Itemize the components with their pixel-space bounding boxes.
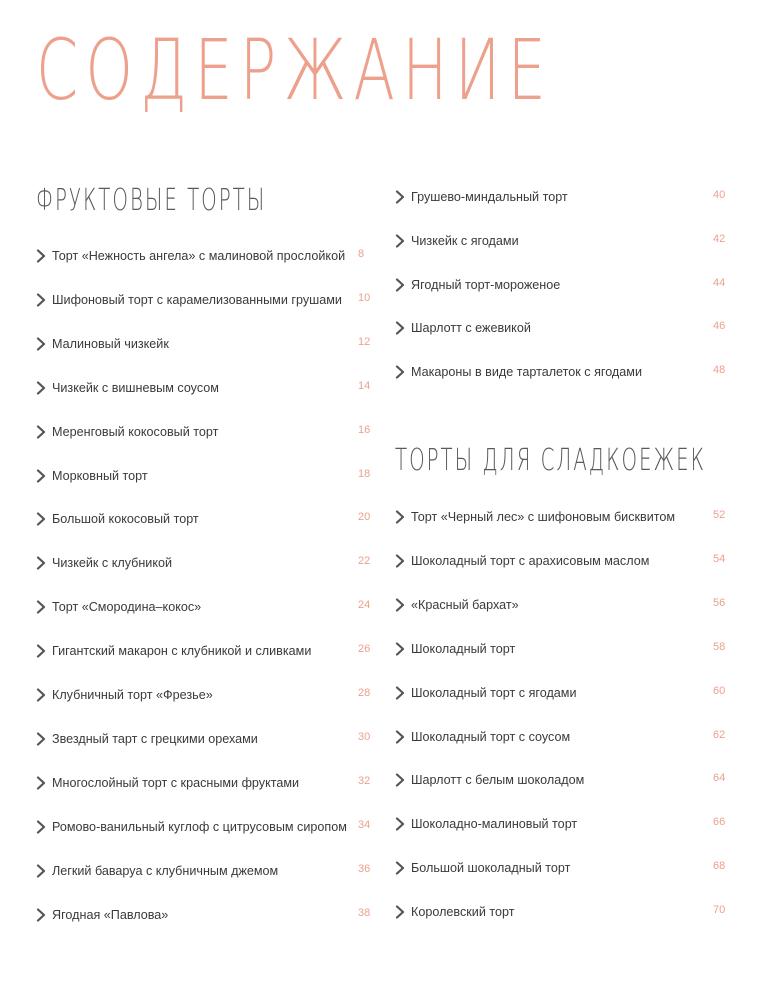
- chevron-right-icon: [36, 644, 46, 658]
- toc-entry-page-number: 60: [713, 684, 726, 697]
- toc-entry-page-number: 52: [713, 509, 726, 521]
- toc-entry-title: Шоколадный торт с соусом: [411, 729, 571, 744]
- toc-entry-title: «Красный бархат»: [411, 597, 519, 612]
- toc-entry-title: Морковный торт: [52, 468, 148, 483]
- toc-entry-title: Легкий баваруа с клубничным джемом: [52, 863, 279, 878]
- chevron-right-icon: [36, 908, 46, 922]
- toc-entry-title: Ягодная «Павлова»: [52, 907, 169, 922]
- toc-entry-title: Ягодный торт-мороженое: [411, 277, 561, 292]
- toc-entry[interactable]: [36, 334, 371, 354]
- section-title-sweet-tooth: ТОРТЫ ДЛЯ СЛАДКОЕЖЕК: [395, 443, 706, 478]
- toc-entry-page-number: 62: [713, 728, 726, 741]
- toc-entry-page-number: 10: [358, 291, 371, 304]
- toc-entry-page-number: 14: [358, 379, 371, 392]
- toc-entry-page-number: 38: [358, 906, 371, 919]
- toc-entry-title: Малиновый чизкейк: [52, 336, 169, 351]
- toc-entry-page-number: 24: [358, 599, 371, 612]
- toc-entry[interactable]: [395, 683, 726, 703]
- toc-entry[interactable]: [36, 290, 371, 310]
- toc-entry[interactable]: [36, 597, 371, 617]
- toc-entry-page-number: 68: [713, 860, 726, 873]
- toc-entry-page-number: 36: [358, 862, 371, 875]
- toc-entry-title: Шоколадно-малиновый торт: [411, 817, 578, 832]
- toc-entry[interactable]: [395, 362, 726, 382]
- toc-entry[interactable]: [36, 773, 371, 793]
- toc-entry[interactable]: [395, 275, 726, 295]
- toc-entry-title: Многослойный торт с красными фруктами: [52, 775, 300, 790]
- toc-entry-page-number: 34: [358, 818, 371, 831]
- toc-entry[interactable]: [36, 378, 371, 398]
- chevron-right-icon: [36, 512, 46, 526]
- chevron-right-icon: [36, 425, 46, 439]
- toc-entry[interactable]: [395, 902, 726, 922]
- toc-entry[interactable]: [36, 729, 371, 749]
- chevron-right-icon: [36, 556, 46, 570]
- chevron-right-icon: [395, 773, 405, 787]
- toc-entry-title: Королевский торт: [411, 905, 515, 920]
- chevron-right-icon: [36, 688, 46, 702]
- toc-entry-title: Звездный тарт с грецкими орехами: [52, 731, 258, 746]
- chevron-right-icon: [36, 337, 46, 351]
- chevron-right-icon: [395, 554, 405, 568]
- toc-entry[interactable]: [395, 551, 726, 571]
- chevron-right-icon: [395, 321, 405, 335]
- toc-entry[interactable]: [395, 187, 726, 207]
- chevron-right-icon: [36, 381, 46, 395]
- toc-entry[interactable]: [395, 858, 726, 878]
- toc-entry-title: Торт «Нежность ангела» с малиновой прослойкой: [52, 249, 346, 263]
- toc-entry-page-number: 16: [358, 423, 371, 436]
- toc-entry-title: Меренговый кокосовый торт: [52, 424, 219, 439]
- toc-entry[interactable]: [395, 727, 726, 747]
- toc-entry-page-number: 22: [358, 555, 371, 568]
- toc-entry-title: Торт «Черный лес» с шифоновым бисквитом: [411, 510, 676, 524]
- toc-entry-page-number: 46: [713, 320, 726, 333]
- chevron-right-icon: [36, 776, 46, 790]
- toc-entry-page-number: 12: [358, 335, 371, 348]
- toc-entry-title: Большой кокосовый торт: [52, 512, 199, 527]
- chevron-right-icon: [36, 732, 46, 746]
- chevron-right-icon: [395, 642, 405, 656]
- toc-entry-page-number: 64: [713, 772, 726, 785]
- toc-entry-title: Чизкейк с клубникой: [52, 556, 173, 571]
- chevron-right-icon: [395, 730, 405, 744]
- toc-entry-page-number: 66: [713, 816, 726, 829]
- toc-entry-page-number: 48: [713, 364, 726, 377]
- chevron-right-icon: [395, 510, 405, 524]
- toc-entry[interactable]: [36, 422, 371, 442]
- chevron-right-icon: [395, 598, 405, 612]
- toc-entry-page-number: 44: [713, 276, 726, 289]
- toc-entry-title: Шоколадный торт: [411, 641, 516, 656]
- toc-entry-title: Торт «Смородина–кокос»: [52, 600, 202, 615]
- toc-entry-page-number: 30: [358, 730, 371, 743]
- toc-entry-title: Чизкейк с ягодами: [411, 233, 519, 248]
- chevron-right-icon: [36, 864, 46, 878]
- toc-entry-title: Грушево-миндальный торт: [411, 190, 568, 204]
- toc-entry[interactable]: [395, 231, 726, 251]
- toc-entry-page-number: 32: [358, 774, 371, 787]
- chevron-right-icon: [36, 820, 46, 834]
- toc-entry-title: Ромово-ванильный куглоф с цитрусовым сиропом: [52, 819, 347, 834]
- toc-entry-title: Большой шоколадный торт: [411, 861, 571, 876]
- chevron-right-icon: [395, 234, 405, 248]
- toc-entry-page-number: 70: [713, 904, 726, 917]
- toc-entry-title: Чизкейк с вишневым соусом: [52, 380, 219, 395]
- toc-entry-page-number: 20: [358, 511, 371, 524]
- toc-entry-page-number: 56: [713, 596, 726, 609]
- toc-entry-page-number: 18: [358, 467, 371, 480]
- toc-entry[interactable]: [36, 509, 371, 529]
- toc-entry-title: Шоколадный торт с ягодами: [411, 685, 577, 700]
- toc-entry[interactable]: [36, 246, 365, 266]
- chevron-right-icon: [395, 278, 405, 292]
- chevron-right-icon: [36, 249, 46, 263]
- chevron-right-icon: [36, 469, 46, 483]
- toc-entry[interactable]: [395, 595, 726, 615]
- chevron-right-icon: [395, 190, 405, 204]
- toc-entry-title: Клубничный торт «Фрезье»: [52, 688, 213, 702]
- chevron-right-icon: [36, 600, 46, 614]
- toc-entry-title: Шарлотт с ежевикой: [411, 321, 531, 336]
- toc-entry[interactable]: [36, 861, 371, 881]
- toc-entry[interactable]: [395, 507, 726, 527]
- chevron-right-icon: [36, 293, 46, 307]
- toc-entry[interactable]: [36, 905, 371, 925]
- toc-entry[interactable]: [36, 553, 371, 573]
- toc-entry[interactable]: [395, 770, 726, 790]
- toc-entry-page-number: 42: [713, 232, 726, 245]
- toc-entry-title: Шифоновый торт с карамелизованными грушами: [52, 292, 342, 307]
- toc-entry-page-number: 26: [358, 643, 371, 656]
- chevron-right-icon: [395, 686, 405, 700]
- toc-entry-title: Макароны в виде тарталеток с ягодами: [411, 365, 642, 380]
- toc-entry[interactable]: [36, 685, 371, 705]
- toc-entry-page-number: 8: [358, 248, 365, 260]
- toc-entry[interactable]: [36, 466, 371, 486]
- toc-entry[interactable]: [395, 814, 726, 834]
- chevron-right-icon: [395, 905, 405, 919]
- toc-entry-page-number: 40: [713, 189, 726, 201]
- chevron-right-icon: [395, 817, 405, 831]
- section-title-fruit-cakes: ФРУКТОВЫЕ ТОРТЫ: [36, 183, 267, 218]
- toc-entry[interactable]: [36, 817, 371, 837]
- toc-entry-title: Гигантский макарон с клубникой и сливками: [52, 644, 312, 659]
- toc-entry-title: Шоколадный торт с арахисовым маслом: [411, 553, 650, 568]
- page-title: СОДЕРЖАНИЕ: [36, 21, 554, 119]
- toc-entry-title: Шарлотт с белым шоколадом: [411, 773, 585, 788]
- toc-entry-page-number: 54: [713, 552, 726, 565]
- chevron-right-icon: [395, 365, 405, 379]
- toc-entry-page-number: 28: [358, 687, 371, 699]
- chevron-right-icon: [395, 861, 405, 875]
- toc-entry[interactable]: [36, 641, 371, 661]
- toc-entry-page-number: 58: [713, 640, 726, 653]
- toc-entry[interactable]: [395, 639, 726, 659]
- toc-entry[interactable]: [395, 318, 726, 338]
